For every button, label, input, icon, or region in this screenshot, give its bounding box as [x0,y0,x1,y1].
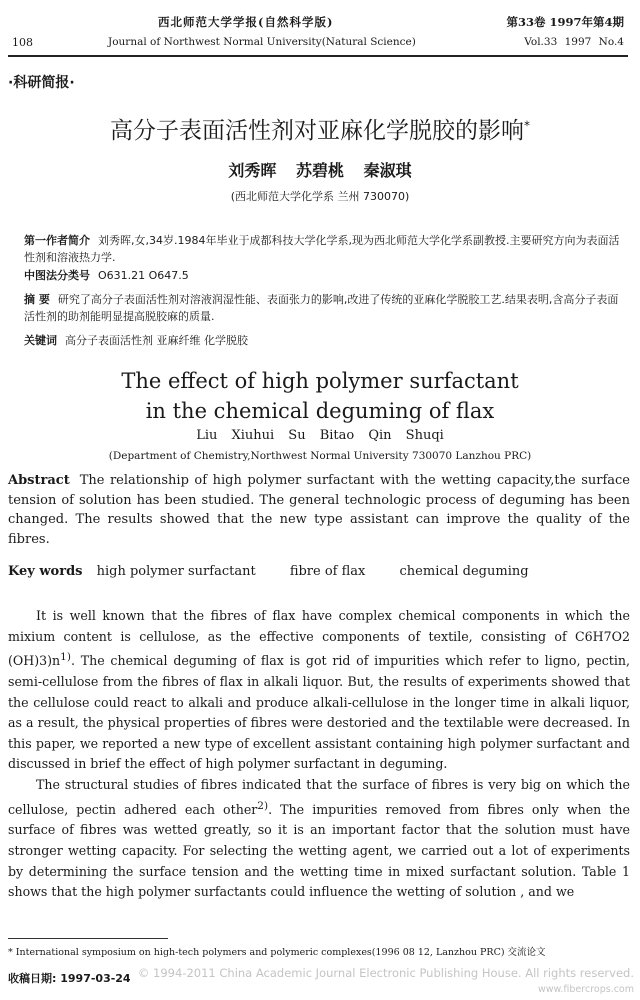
section-tag: ·科研简报· [8,75,75,91]
body-paragraph [8,606,630,775]
keyword-item: fibre of flax [289,564,366,579]
author-bio-label: 第一作者简介 [24,234,90,247]
title-cn [0,112,640,145]
body-text-run: . The chemical deguming of flax is got rid of impurities which refer to ligno, pectin, semi-cellulose from the fibres of flax in alkali liquor. But, the results of experiments showed that the cellulose could react to alkali and produce alkali-cellulose in the longer time in alkali liquor, as a result, the physical properties of fibres were destoried and the textilable were decreased. In this paper, we reported a new type of excellent assistant containing high polymer surfactant and discussed in brief the effect of high polymer surfactant in deguming. [8,653,630,772]
footnote: * International symposium on high-tech polymers and polymeric complexes(1996 08 12, Lanzhou PRC) 交流论文 [8,947,546,958]
abstract-en-label: Abstract [8,473,70,488]
citation-ref: 1) [60,651,71,664]
volume-cn: 第33卷 1997年第4期 [506,15,624,29]
classification-label: 中图法分类号 [24,269,90,282]
authors-cn: 刘秀晖 苏碧桃 秦淑琪 [228,161,412,180]
abstract-cn [24,291,622,325]
site-watermark: www.fibercrops.com [537,984,634,995]
body-text [8,606,630,903]
body-text-run: It is well known that the fibres of flax have complex chemical components in which the mixium content is cellulose, as the effective components of textile, consisting of C6H7O2 (OH)3)n [8,608,630,669]
keywords-en [8,564,630,579]
title-footnote-mark: * [524,118,530,133]
title-en-line1: The effect of high polymer surfactant [121,369,519,393]
citation-ref: 2) [257,799,269,812]
classification-number [24,267,622,284]
affiliation-cn: (西北师范大学化学系 兰州 730070) [230,190,410,203]
keyword-item: chemical deguming [399,564,529,579]
keywords-cn-label: 关键词 [24,334,57,347]
keywords-cn [24,332,622,349]
authors-en: Liu Xiuhui Su Bitao Qin Shuqi [196,428,444,443]
abstract-cn-label: 摘 要 [24,293,50,306]
received-date: 收稿日期: 1997-03-24 [8,972,131,985]
abstract-en-text: The relationship of high polymer surfactant with the wetting capacity,the surface tension of solution has been studied. The general technologic process of deguming has been changed. The results showed that the new type assistant can improve the quality of the fibres. [8,473,630,547]
copyright-watermark: © 1994-2011 China Academic Journal Electronic Publishing House. All rights reserved. [137,966,634,980]
page-header [8,6,628,58]
author-bio [24,232,622,266]
page-number: 108 [12,36,33,49]
classification-text: O631.21 O647.5 [98,269,189,282]
volume-en: Vol.33 1997 No.4 [524,36,624,48]
keyword-item: high polymer surfactant [96,564,256,579]
abstract-cn-text: 研究了高分子表面活性剂对溶液润湿性能、表面张力的影响,改进了传统的亚麻化学脱胶工艺.结果表明,含高分子表面活性剂的助剂能明显提高脱胶麻的质量. [24,293,619,323]
body-text-run: The structural studies of fibres indicated that the surface of fibres is very big on which the cellulose, pectin adhered each other [8,776,630,817]
title-cn-text: 高分子表面活性剂对亚麻化学脱胶的影响 [110,118,524,144]
keywords-cn-text: 高分子表面活性剂 亚麻纤维 化学脱胶 [65,334,248,347]
header-rule [8,55,628,57]
title-en-line2: in the chemical deguming of flax [145,399,495,423]
abstract-en [8,471,630,549]
title-en [0,366,640,426]
body-paragraph [8,775,630,903]
body-text-run: . The impurities removed from fibres only when the surface of fibres was wetted greatly, so it is an important factor that the solution must have stronger wetting capacity. For selecting the wetting agent, we carried out a lot of experiments by determining the surface tension and the wetting time in mixed surfactant solution. Table 1 shows that the high polymer surfactants could influence the wetting of solution , and we [8,801,630,900]
author-bio-text: 刘秀晖,女,34岁.1984年毕业于成都科技大学化学系,现为西北师范大学化学系副教授.主要研究方向为表面活性剂和溶液热力学. [24,234,620,264]
footnote-rule [8,938,168,939]
affiliation-en: (Department of Chemistry,Northwest Normal University 730070 Lanzhou PRC) [108,450,532,462]
journal-name-cn: 西北师范大学学报(自然科学版) [158,15,334,29]
journal-name-en: Journal of Northwest Normal University(Natural Science) [108,36,416,48]
keywords-en-label: Key words [8,564,83,579]
